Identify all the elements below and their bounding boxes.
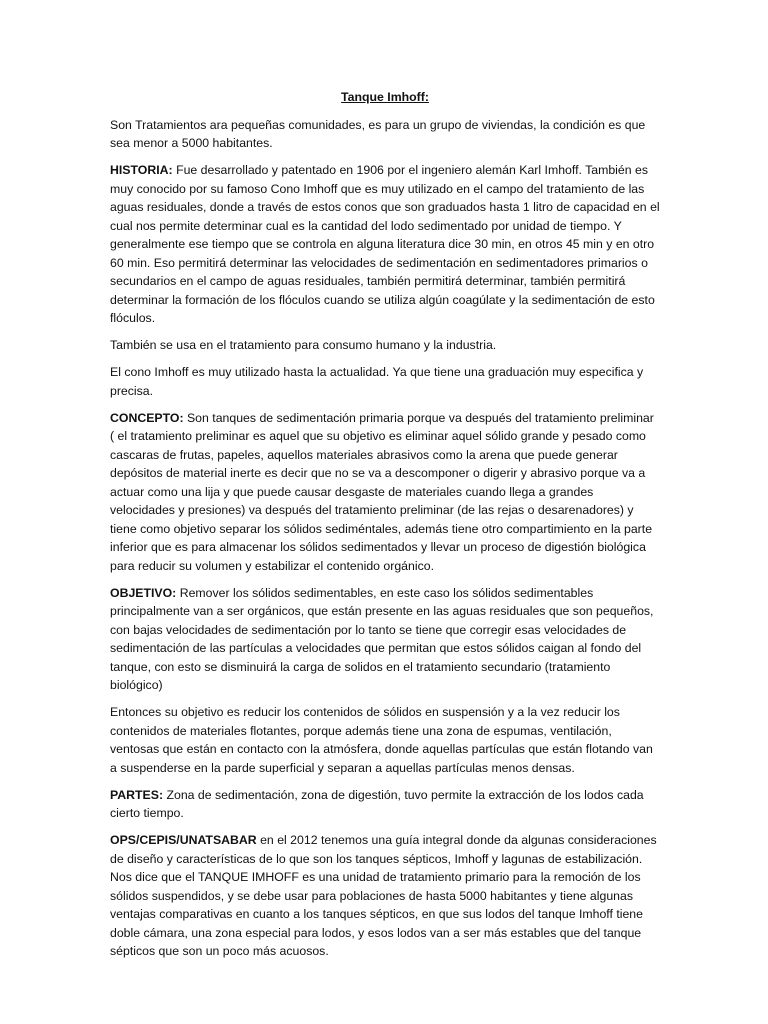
paragraph-text: Zona de sedimentación, zona de digestión, tuvo permite la extracción de los lodos cada cierto tiempo. — [110, 787, 644, 820]
paragraph-lead: OBJETIVO: — [110, 585, 177, 600]
paragraph-text: Son Tratamientos ara pequeñas comunidades, es para un grupo de viviendas, la condición es que sea menor a 5000 habitantes. — [110, 117, 646, 150]
paragraph-historia — [110, 161, 660, 328]
paragraph-lead: HISTORIA: — [110, 163, 173, 177]
paragraph-lead: CONCEPTO: — [110, 410, 184, 425]
paragraph-text: Remover los sólidos sedimentables, en este caso los sólidos sedimentables principalmente van a ser orgánicos, que están presente en las aguas residuales que son pequeños, con bajas velocidades de sedimentación por lo tanto se tiene que corregir esas velocidades de sedimentación de las partículas a velocidades que permitan que estos sólidos caigan al fondo del tanque, con esto se disminuirá la carga de solidos en el tratamiento secundario (tratamiento biológico) — [110, 585, 654, 692]
paragraph-cone — [110, 363, 660, 400]
paragraph-text: El cono Imhoff es muy utilizado hasta la actualidad. Ya que tiene una graduación muy especifica y precisa. — [110, 365, 644, 398]
paragraph-usage — [110, 336, 660, 355]
paragraph-intro — [110, 116, 660, 153]
paragraph-text: en el 2012 tenemos una guía integral donde da algunas consideraciones de diseño y características de lo que son los tanques sépticos, Imhoff y lagunas de estabilización. Nos dice que el TANQUE IMHOFF es una unidad de tratamiento primario para la remoción de los sólidos suspendidos, y se debe usar para poblaciones de hasta 5000 habitantes y tiene algunas ventajas comparativas en cuanto a los tanques sépticos, en que sus lodos del tanque Imhoff tiene doble cámara, una zona especial para lodos, y esos lodos van a ser más estables que del tanque sépticos que son un poco más acuosos. — [110, 833, 657, 958]
paragraph-text: Entonces su objetivo es reducir los contenidos de sólidos en suspensión y a la vez reducir los contenidos de materiales flotantes, porque además tiene una zona de espumas, ventilación, ventosas que están en contacto con la atmósfera, donde aquellas partículas que están flotando van a suspenderse en la parde superficial y separan a aquellas partículas menos densas. — [110, 705, 653, 775]
paragraph-lead: PARTES: — [110, 787, 164, 802]
paragraph-lead: OPS/CEPIS/UNATSABAR — [110, 833, 257, 847]
paragraph-text: También se usa en el tratamiento para consumo humano y la industria. — [110, 338, 497, 352]
paragraph-partes — [110, 786, 660, 823]
paragraph-text: Son tanques de sedimentación primaria porque va después del tratamiento preliminar ( el tratamiento preliminar es aquel que su objetivo es eliminar aquel sólido grande y pesado como cascaras de frutas, papeles, aquellos materiales abrasivos como la arena que puede generar depósitos de material inerte es decir que no se va a descomponer o digerir y abrasivo porque va a actuar como una lija y que puede causar desgaste de materiales cuando llega a grandes velocidades y presiones) va después del tratamiento preliminar (de las rejas o desarenadores) y tiene como objetivo separar los sólidos sediméntales, además tiene otro compartimiento en la parte inferior que es para almacenar los sólidos sedimentados y llevar un proceso de digestión biológica para reducir su volumen y estabilizar el contenido orgánico. — [110, 410, 654, 573]
paragraph-concepto — [110, 409, 660, 576]
paragraph-objetivo-cont — [110, 703, 660, 777]
document-title: Tanque Imhoff: — [341, 90, 429, 104]
paragraph-ops — [110, 831, 660, 961]
paragraph-objetivo — [110, 584, 660, 695]
paragraph-text: Fue desarrollado y patentado en 1906 por el ingeniero alemán Karl Imhoff. También es muy conocido por su famoso Cono Imhoff que es muy utilizado en el campo del tratamiento de las aguas residuales, donde a través de estos conos que son graduados hasta 1 litro de capacidad en el cual nos permite determinar cual es la cantidad del lodo sedimentado por unidad de tiempo. Y generalmente ese tiempo que se controla en alguna literatura dice 30 min, en otros 45 min y en otro 60 min. Eso permitirá determinar las velocidades de sedimentación en sedimentadores primarios o secundarios en el campo de aguas residuales, también permitirá determinar, también permitirá determinar la formación de los flóculos cuando se utiliza algún coagúlate y la sedimentación de esto flóculos. — [110, 163, 660, 325]
document-page — [110, 88, 660, 969]
